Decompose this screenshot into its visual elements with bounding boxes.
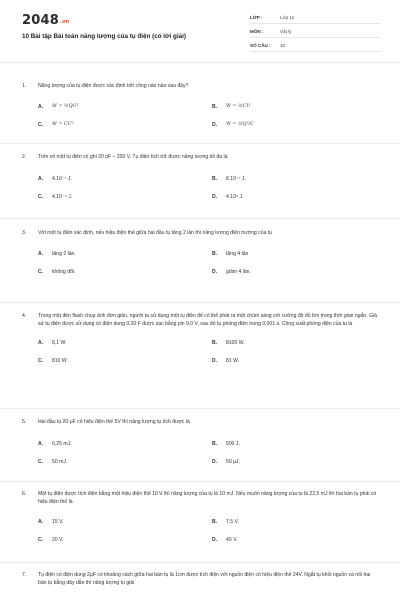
question-number: 5. bbox=[22, 419, 27, 425]
option-d[interactable] bbox=[212, 358, 239, 364]
question-text: Hai đầu tụ 20 µF có hiệu điện thế 5V thì năng lượng tụ tích được là bbox=[38, 419, 190, 425]
document-meta bbox=[250, 12, 380, 54]
question-4 bbox=[22, 313, 380, 386]
question-text: Tụ điện có điện dung 2µF có khoảng cách giữa hai bản tụ là 1cm được tích điện với nguồn điện có hiệu điện thế 24V. Ngắt tụ khỏi nguồn và nối hai bản tụ bằng dây dẫn thì năng lượng tụ giải bbox=[38, 572, 371, 586]
header-divider bbox=[0, 62, 400, 63]
question-text: Một tụ điện được tích điện bằng một hiệu điện thế 10 V thì năng lượng của tụ là 10 mJ. Nếu muốn năng lượng của tụ là 22,5 mJ thì hai bản tụ phải có hiệu điện thế là bbox=[38, 491, 377, 505]
meta-key: LỚP : bbox=[250, 15, 263, 20]
question-number: 2. bbox=[22, 154, 27, 160]
meta-row-subject bbox=[250, 26, 380, 38]
option-d[interactable] bbox=[212, 269, 251, 275]
option-label: B. bbox=[212, 103, 218, 110]
site-logo[interactable] bbox=[22, 13, 69, 28]
option-label: C. bbox=[38, 268, 44, 275]
option-d[interactable] bbox=[212, 122, 254, 128]
question-6 bbox=[22, 491, 380, 565]
meta-value: Vật lý bbox=[280, 29, 292, 34]
option-label: A. bbox=[38, 519, 44, 526]
meta-key: MÔN : bbox=[250, 29, 264, 34]
option-d[interactable] bbox=[212, 537, 237, 543]
option-label: A. bbox=[38, 440, 44, 447]
question-text: Trên vỏ một tụ điện có ghi 20 pF – 200 V. Tụ điện tích trữ được năng lượng tối đa là bbox=[38, 154, 228, 160]
meta-value: Lớp 11 bbox=[280, 15, 295, 20]
option-label: D. bbox=[212, 121, 218, 128]
question-divider bbox=[0, 481, 400, 482]
logo-text: 2048 bbox=[22, 13, 59, 28]
option-d[interactable] bbox=[212, 459, 240, 465]
option-label: C. bbox=[38, 458, 44, 465]
option-label: A. bbox=[38, 175, 44, 182]
option-label: D. bbox=[212, 268, 218, 275]
option-text: 50 mJ. bbox=[52, 458, 68, 465]
option-text: tăng 4 lần bbox=[226, 250, 249, 257]
question-number: 6. bbox=[22, 491, 27, 497]
option-c[interactable] bbox=[38, 537, 63, 543]
option-label: D. bbox=[212, 458, 218, 465]
question-divider bbox=[0, 143, 400, 144]
option-b[interactable] bbox=[212, 104, 250, 110]
option-a[interactable] bbox=[38, 340, 66, 346]
option-label: B. bbox=[212, 175, 218, 182]
option-label: B. bbox=[212, 340, 218, 347]
option-text: 7,5 V. bbox=[226, 519, 239, 526]
question-2 bbox=[22, 154, 380, 222]
option-text: 50 µJ. bbox=[226, 458, 240, 465]
question-number: 3. bbox=[22, 230, 27, 236]
question-divider bbox=[0, 408, 400, 409]
option-label: D. bbox=[212, 193, 218, 200]
option-text: W = ½Q²/C bbox=[226, 121, 254, 127]
option-c[interactable] bbox=[38, 269, 76, 275]
option-c[interactable] bbox=[38, 122, 74, 128]
question-1 bbox=[22, 83, 380, 150]
meta-row-count bbox=[250, 40, 380, 52]
option-text: 81 W. bbox=[226, 358, 240, 365]
option-label: C. bbox=[38, 193, 44, 200]
option-label: C. bbox=[38, 121, 44, 128]
question-divider bbox=[0, 302, 400, 303]
option-text: 500 J. bbox=[226, 440, 240, 447]
option-label: D. bbox=[212, 537, 218, 544]
option-c[interactable] bbox=[38, 358, 68, 364]
option-a[interactable] bbox=[38, 251, 76, 257]
option-label: A. bbox=[38, 340, 44, 347]
option-a[interactable] bbox=[38, 176, 72, 182]
option-text: W = ½CU bbox=[226, 103, 251, 109]
option-text: 4.10⁵ J. bbox=[226, 193, 244, 200]
question-number: 7. bbox=[22, 572, 27, 578]
option-text: 0,25 mJ. bbox=[52, 440, 72, 447]
question-text: Năng lượng của tụ điện được xác định bởi công nào nào sau đây? bbox=[38, 83, 189, 89]
logo-suffix: .vn bbox=[59, 19, 70, 25]
option-text: 810 W. bbox=[52, 358, 68, 365]
option-a[interactable] bbox=[38, 519, 63, 525]
option-text: 40 V. bbox=[226, 537, 238, 544]
option-text: 8,1 W. bbox=[52, 340, 67, 347]
document-title: 10 Bài tập Bài toán năng lượng của tụ điện (có lời giải) bbox=[22, 33, 186, 40]
question-7 bbox=[22, 572, 380, 587]
question-text: Trong một đèn flash chụp ảnh đơn giản, người ta sử dụng một tụ điện để có thể phát ra một chùm sáng với cường độ đủ lớn trong thời gian ngắn. Giả sử tụ điện được sử dụng có điện dung 0,20 F được sạc bằng pin 9,0 V, sau đó tụ phóng điện trong 0,001 s. Công suất phóng điện của tụ là bbox=[38, 313, 378, 327]
option-label: A. bbox=[38, 103, 44, 110]
option-text: W = ½QU² bbox=[52, 103, 79, 109]
option-c[interactable] bbox=[38, 459, 67, 465]
option-a[interactable] bbox=[38, 441, 72, 447]
option-label: C. bbox=[38, 358, 44, 365]
option-b[interactable] bbox=[212, 251, 248, 257]
option-d[interactable] bbox=[212, 194, 243, 200]
option-label: B. bbox=[212, 440, 218, 447]
option-text: W = CU² bbox=[52, 121, 74, 127]
question-3 bbox=[22, 230, 380, 297]
option-text: 4.10⁻⁷ J. bbox=[52, 175, 72, 182]
option-a[interactable] bbox=[38, 104, 79, 110]
option-text: 15 V. bbox=[52, 519, 64, 526]
option-label: C. bbox=[38, 537, 44, 544]
question-divider bbox=[0, 218, 400, 219]
meta-row-grade bbox=[250, 12, 380, 24]
option-b[interactable] bbox=[212, 519, 239, 525]
question-number: 1. bbox=[22, 83, 27, 89]
option-text: 8100 W. bbox=[226, 340, 245, 347]
meta-value: 10 bbox=[280, 43, 286, 48]
question-number: 4. bbox=[22, 313, 27, 319]
option-c[interactable] bbox=[38, 194, 72, 200]
option-text: giảm 4 lần. bbox=[226, 268, 251, 275]
option-text: 4.10⁻⁴ J. bbox=[52, 193, 73, 200]
option-label: B. bbox=[212, 250, 218, 257]
option-text: 20 V. bbox=[52, 537, 64, 544]
option-label: A. bbox=[38, 250, 44, 257]
option-b[interactable] bbox=[212, 340, 245, 346]
option-label: B. bbox=[212, 519, 218, 526]
question-5 bbox=[22, 419, 380, 487]
option-label: D. bbox=[212, 358, 218, 365]
option-b[interactable] bbox=[212, 176, 246, 182]
option-b[interactable] bbox=[212, 441, 240, 447]
question-divider bbox=[0, 562, 400, 563]
question-text: Với một tụ điện xác định, nếu hiệu điện thế giữa hai đầu tụ tăng 2 lần thì năng lượng điện trường của tụ bbox=[38, 230, 273, 236]
option-text: 8.10⁻⁷ J. bbox=[226, 175, 246, 182]
option-text: không đổi. bbox=[52, 268, 76, 275]
meta-key: SỐ CÂU : bbox=[250, 43, 271, 48]
option-text: tăng 2 lần. bbox=[52, 250, 76, 257]
